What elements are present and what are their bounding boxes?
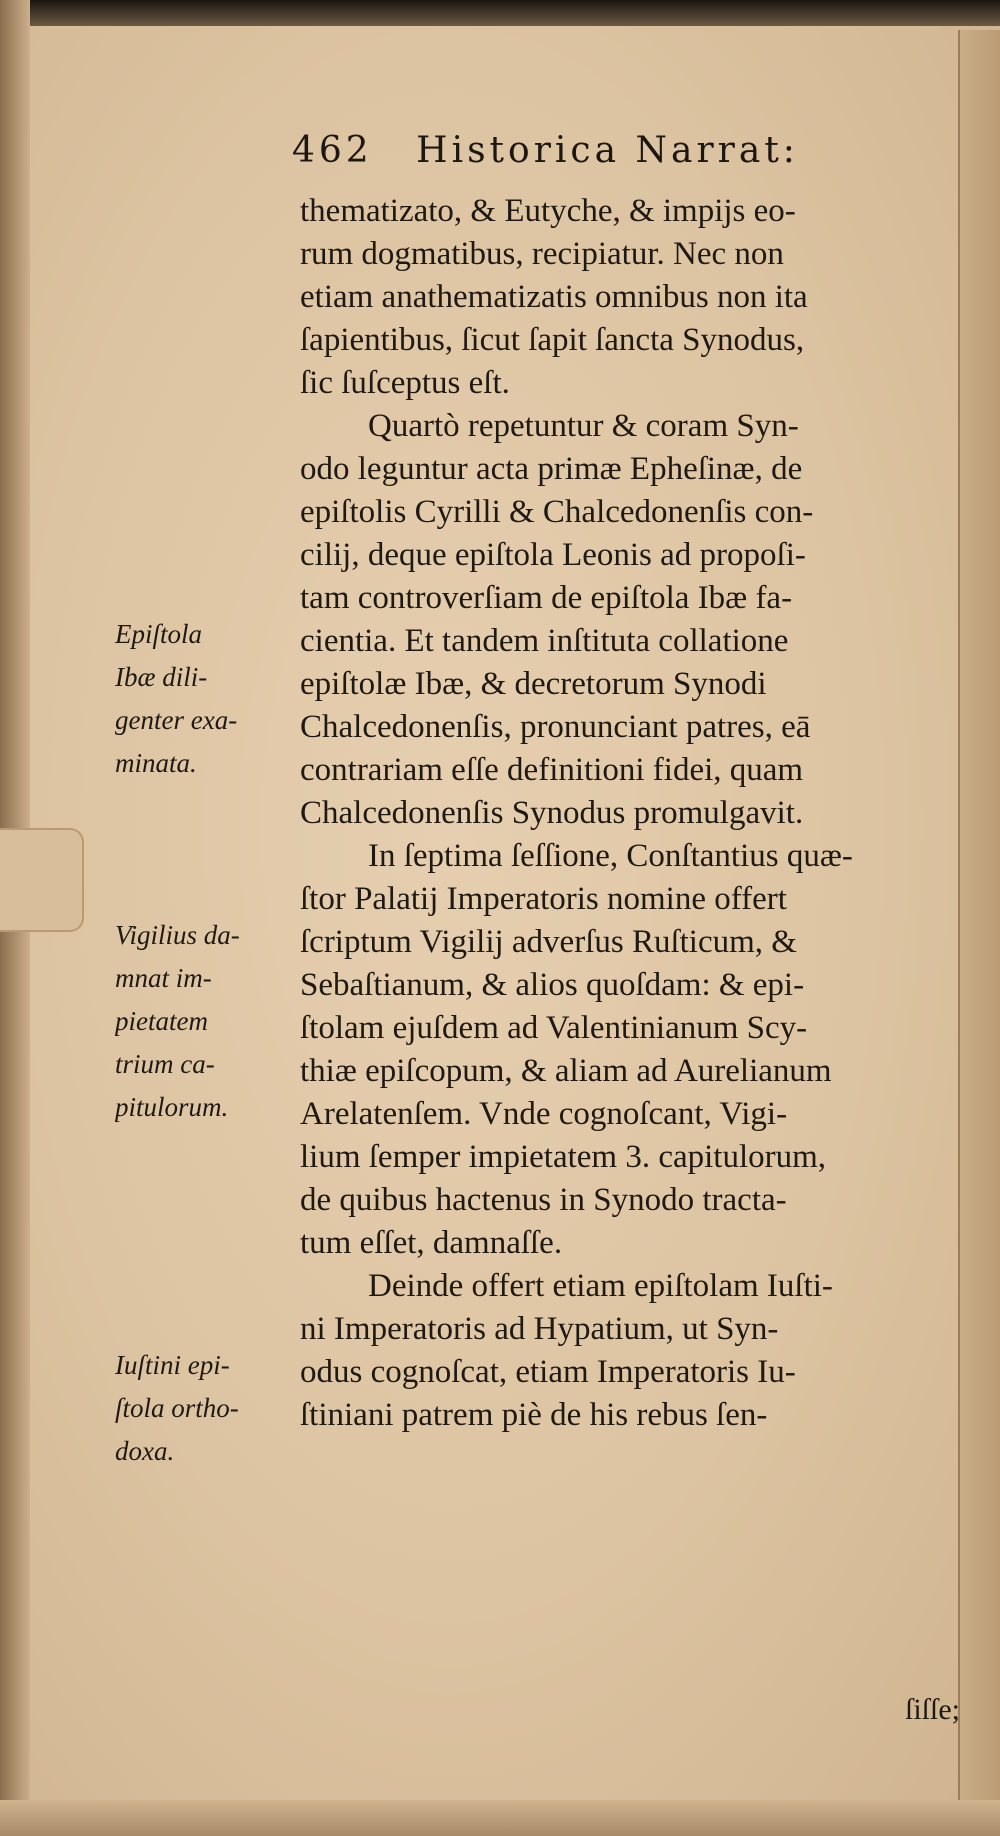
catchword: ſiſſe; [905,1693,960,1726]
text-line: Chalcedonenſis, pronunciant patres, eā [300,709,811,745]
text-line: Quartò repetuntur & coram Syn- [368,408,799,444]
side-note-line: mnat im- [115,963,212,993]
page-tab-marker [0,828,84,932]
page-number: 462 [292,130,373,171]
body-text [300,190,960,1437]
text-line: Arelatenſem. Vnde cognoſcant, Vigi- [300,1096,788,1132]
text-line: cilij, deque epiſtola Leonis ad propoſi- [300,537,806,573]
page-header [292,130,799,171]
text-line: lium ſemper impietatem 3. capitulorum, [300,1139,827,1175]
text-line: tam controverſiam de epiſtola Ibæ fa- [300,580,793,616]
running-title: Historica Narrat: [416,130,799,171]
text-line: epiſtolis Cyrilli & Chalcedonenſis con- [300,494,814,530]
text-line: ſtor Palatij Imperatoris nomine offert [300,881,787,917]
text-line: de quibus hactenus in Synodo tracta- [300,1182,787,1218]
facing-page-gutter [958,30,1000,1836]
text-line: etiam anathematizatis omnibus non ita [300,279,808,315]
text-line: ſtiniani patrem piè de his rebus ſen- [300,1397,768,1433]
text-line: contrariam eſſe definitioni fidei, quam [300,752,804,788]
side-note-epistola-ibae [115,613,290,785]
side-note-line: genter exa- [115,705,238,735]
text-line: Chalcedonenſis Synodus promulgavit. [300,795,804,831]
side-note-line: Iuſtini epi- [115,1350,230,1380]
side-note-vigilius [115,914,290,1129]
text-line: ni Imperatoris ad Hypatium, ut Syn- [300,1311,779,1347]
side-note-line: doxa. [115,1436,175,1466]
text-line: rum dogmatibus, recipiatur. Nec non [300,236,784,272]
side-note-line: minata. [115,748,197,778]
text-line: ſcriptum Vigilij adverſus Ruſticum, & [300,924,797,960]
side-note-line: trium ca- [115,1049,215,1079]
side-note-iustini [115,1344,290,1473]
page-top-edge [0,0,1000,26]
text-line: cientia. Et tandem inſtituta collatione [300,623,789,659]
text-line: thematizato, & Eutyche, & impijs eo- [300,193,796,229]
side-note-line: pietatem [115,1006,208,1036]
side-note-line: Epiſtola [115,619,202,649]
text-line: odo leguntur acta primæ Epheſinæ, de [300,451,803,487]
text-line: tum eſſet, damnaſſe. [300,1225,563,1261]
side-note-line: Ibæ dili- [115,662,208,692]
text-line: Deinde offert etiam epiſtolam Iuſti- [368,1268,833,1304]
side-note-line: ſtola ortho- [115,1393,239,1423]
side-note-line: Vigilius da- [115,920,240,950]
text-line: Sebaſtianum, & alios quoſdam: & epi- [300,967,805,1003]
side-note-line: pitulorum. [115,1092,229,1122]
text-line: thiæ epiſcopum, & aliam ad Aurelianum [300,1053,832,1089]
text-line: In ſeptima ſeſſione, Conſtantius quæ- [368,838,853,874]
text-line: ſapientibus, ſicut ſapit ſancta Synodus, [300,322,805,358]
text-line: ſtolam ejuſdem ad Valentinianum Scy- [300,1010,808,1046]
text-line: odus cognoſcat, etiam Imperatoris Iu- [300,1354,796,1390]
text-line: epiſtolæ Ibæ, & decretorum Synodi [300,666,767,702]
text-line: ſic ſuſceptus eſt. [300,365,510,401]
page-bottom-edge [0,1800,1000,1836]
